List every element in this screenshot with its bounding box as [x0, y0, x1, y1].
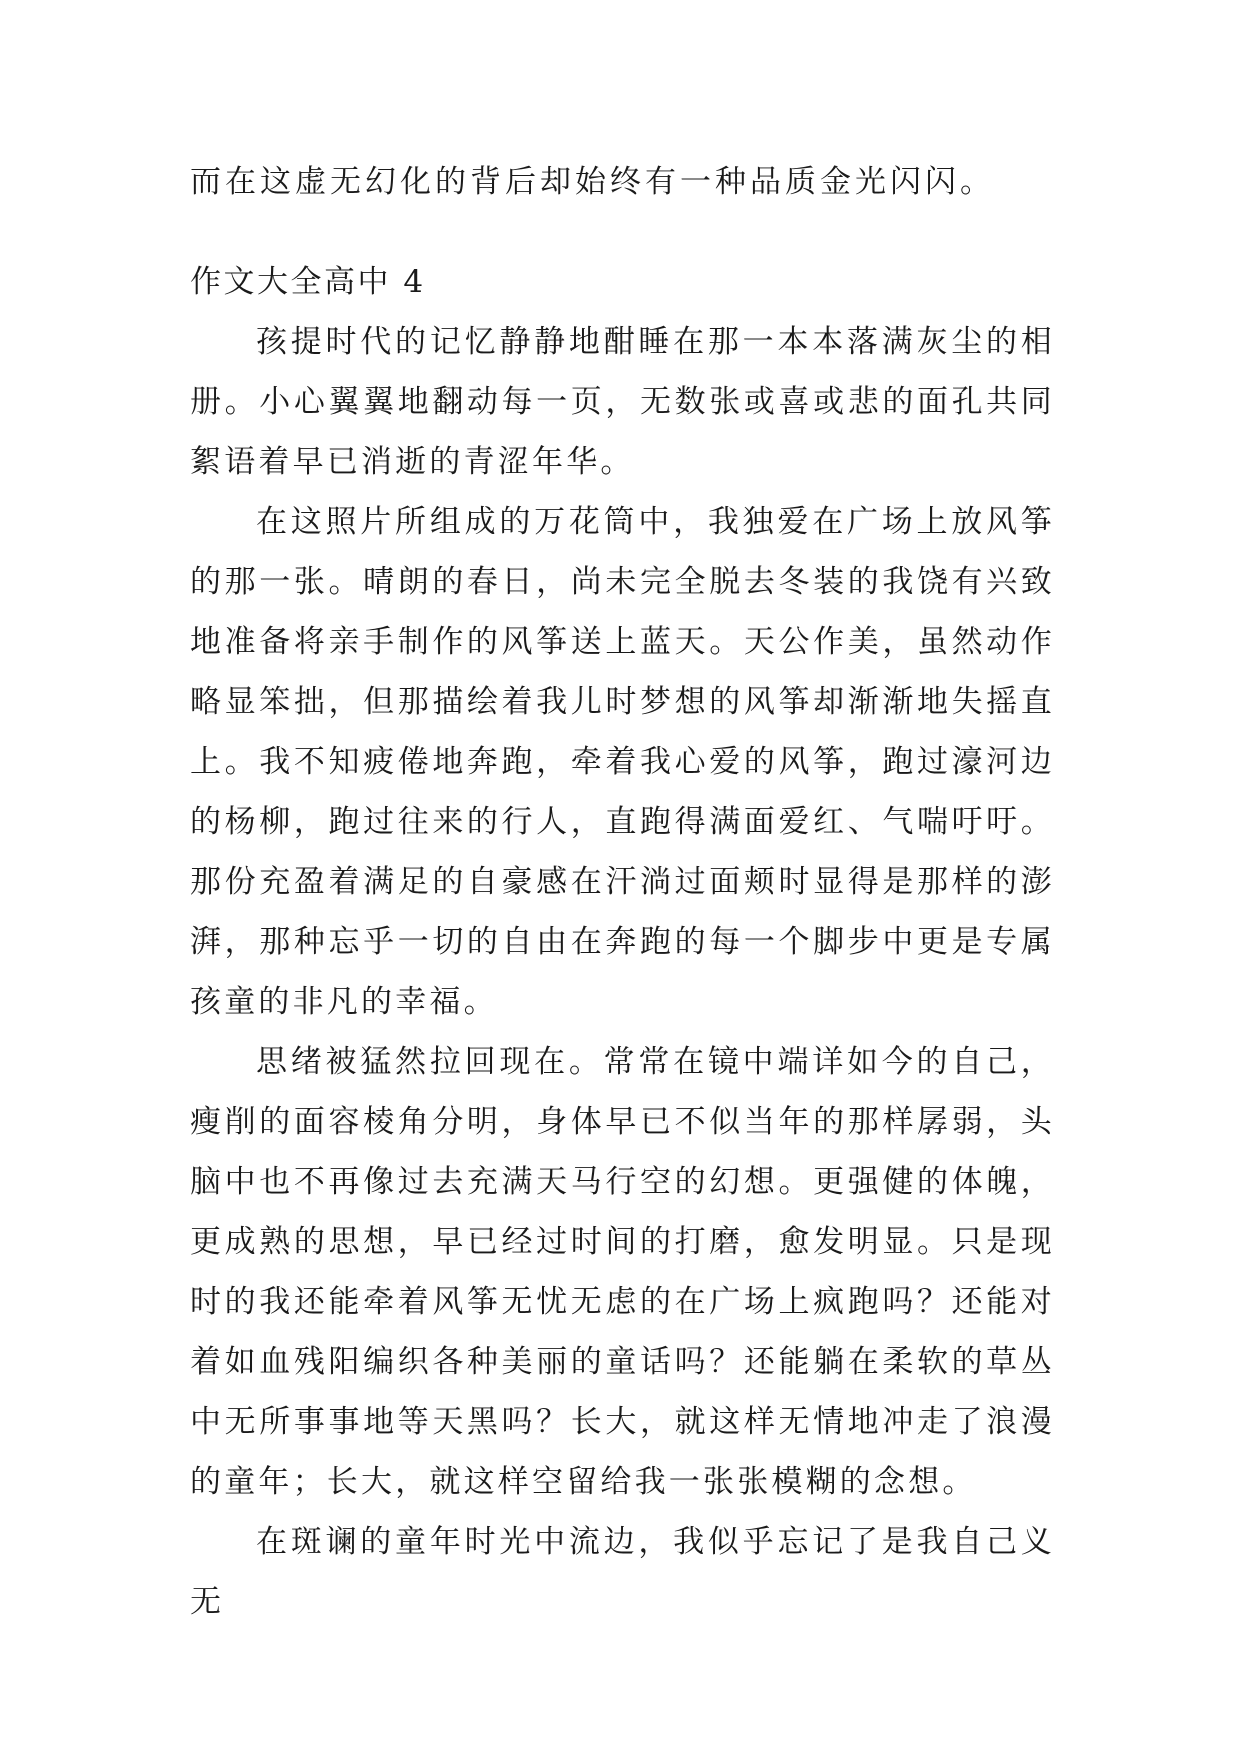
continued-paragraph-line: 而在这虚无幻化的背后却始终有一种品质金光闪闪。: [190, 164, 995, 200]
paragraph-4: 在斑谰的童年时光中流边，我似乎忘记了是我自己义无: [190, 1524, 1055, 1620]
essay-body: [190, 312, 1055, 1632]
section-heading: 作文大全高中 4: [190, 264, 426, 300]
paragraph-3: 思绪被猛然拉回现在。常常在镜中端详如今的自己，瘦削的面容棱角分明，身体早已不似当年的那样孱弱，头脑中也不再像过去充满天马行空的幻想。更强健的体魄，更成熟的思想，早已经过时间的打磨，愈发明显。只是现时的我还能牵着风筝无忧无虑的在广场上疯跑吗？还能对着如血残阳编织各种美丽的童话吗？还能躺在柔软的草丛中无所事事地等天黑吗？长大，就这样无情地冲走了浪漫的童年；长大，就这样空留给我一张张模糊的念想。: [190, 1044, 1055, 1500]
paragraph-1: 孩提时代的记忆静静地酣睡在那一本本落满灰尘的相册。小心翼翼地翻动每一页，无数张或喜或悲的面孔共同絮语着早已消逝的青涩年华。: [190, 324, 1055, 480]
paragraph-2: 在这照片所组成的万花筒中，我独爱在广场上放风筝的那一张。晴朗的春日，尚未完全脱去冬装的我饶有兴致地准备将亲手制作的风筝送上蓝天。天公作美，虽然动作略显笨拙，但那描绘着我儿时梦想的风筝却渐渐地失摇直上。我不知疲倦地奔跑，牵着我心爱的风筝，跑过濠河边的杨柳，跑过往来的行人，直跑得满面爱红、气喘吁吁。那份充盈着满足的自豪感在汗淌过面颊时显得是那样的澎湃，那种忘乎一切的自由在奔跑的每一个脚步中更是专属孩童的非凡的幸福。: [190, 504, 1055, 1020]
